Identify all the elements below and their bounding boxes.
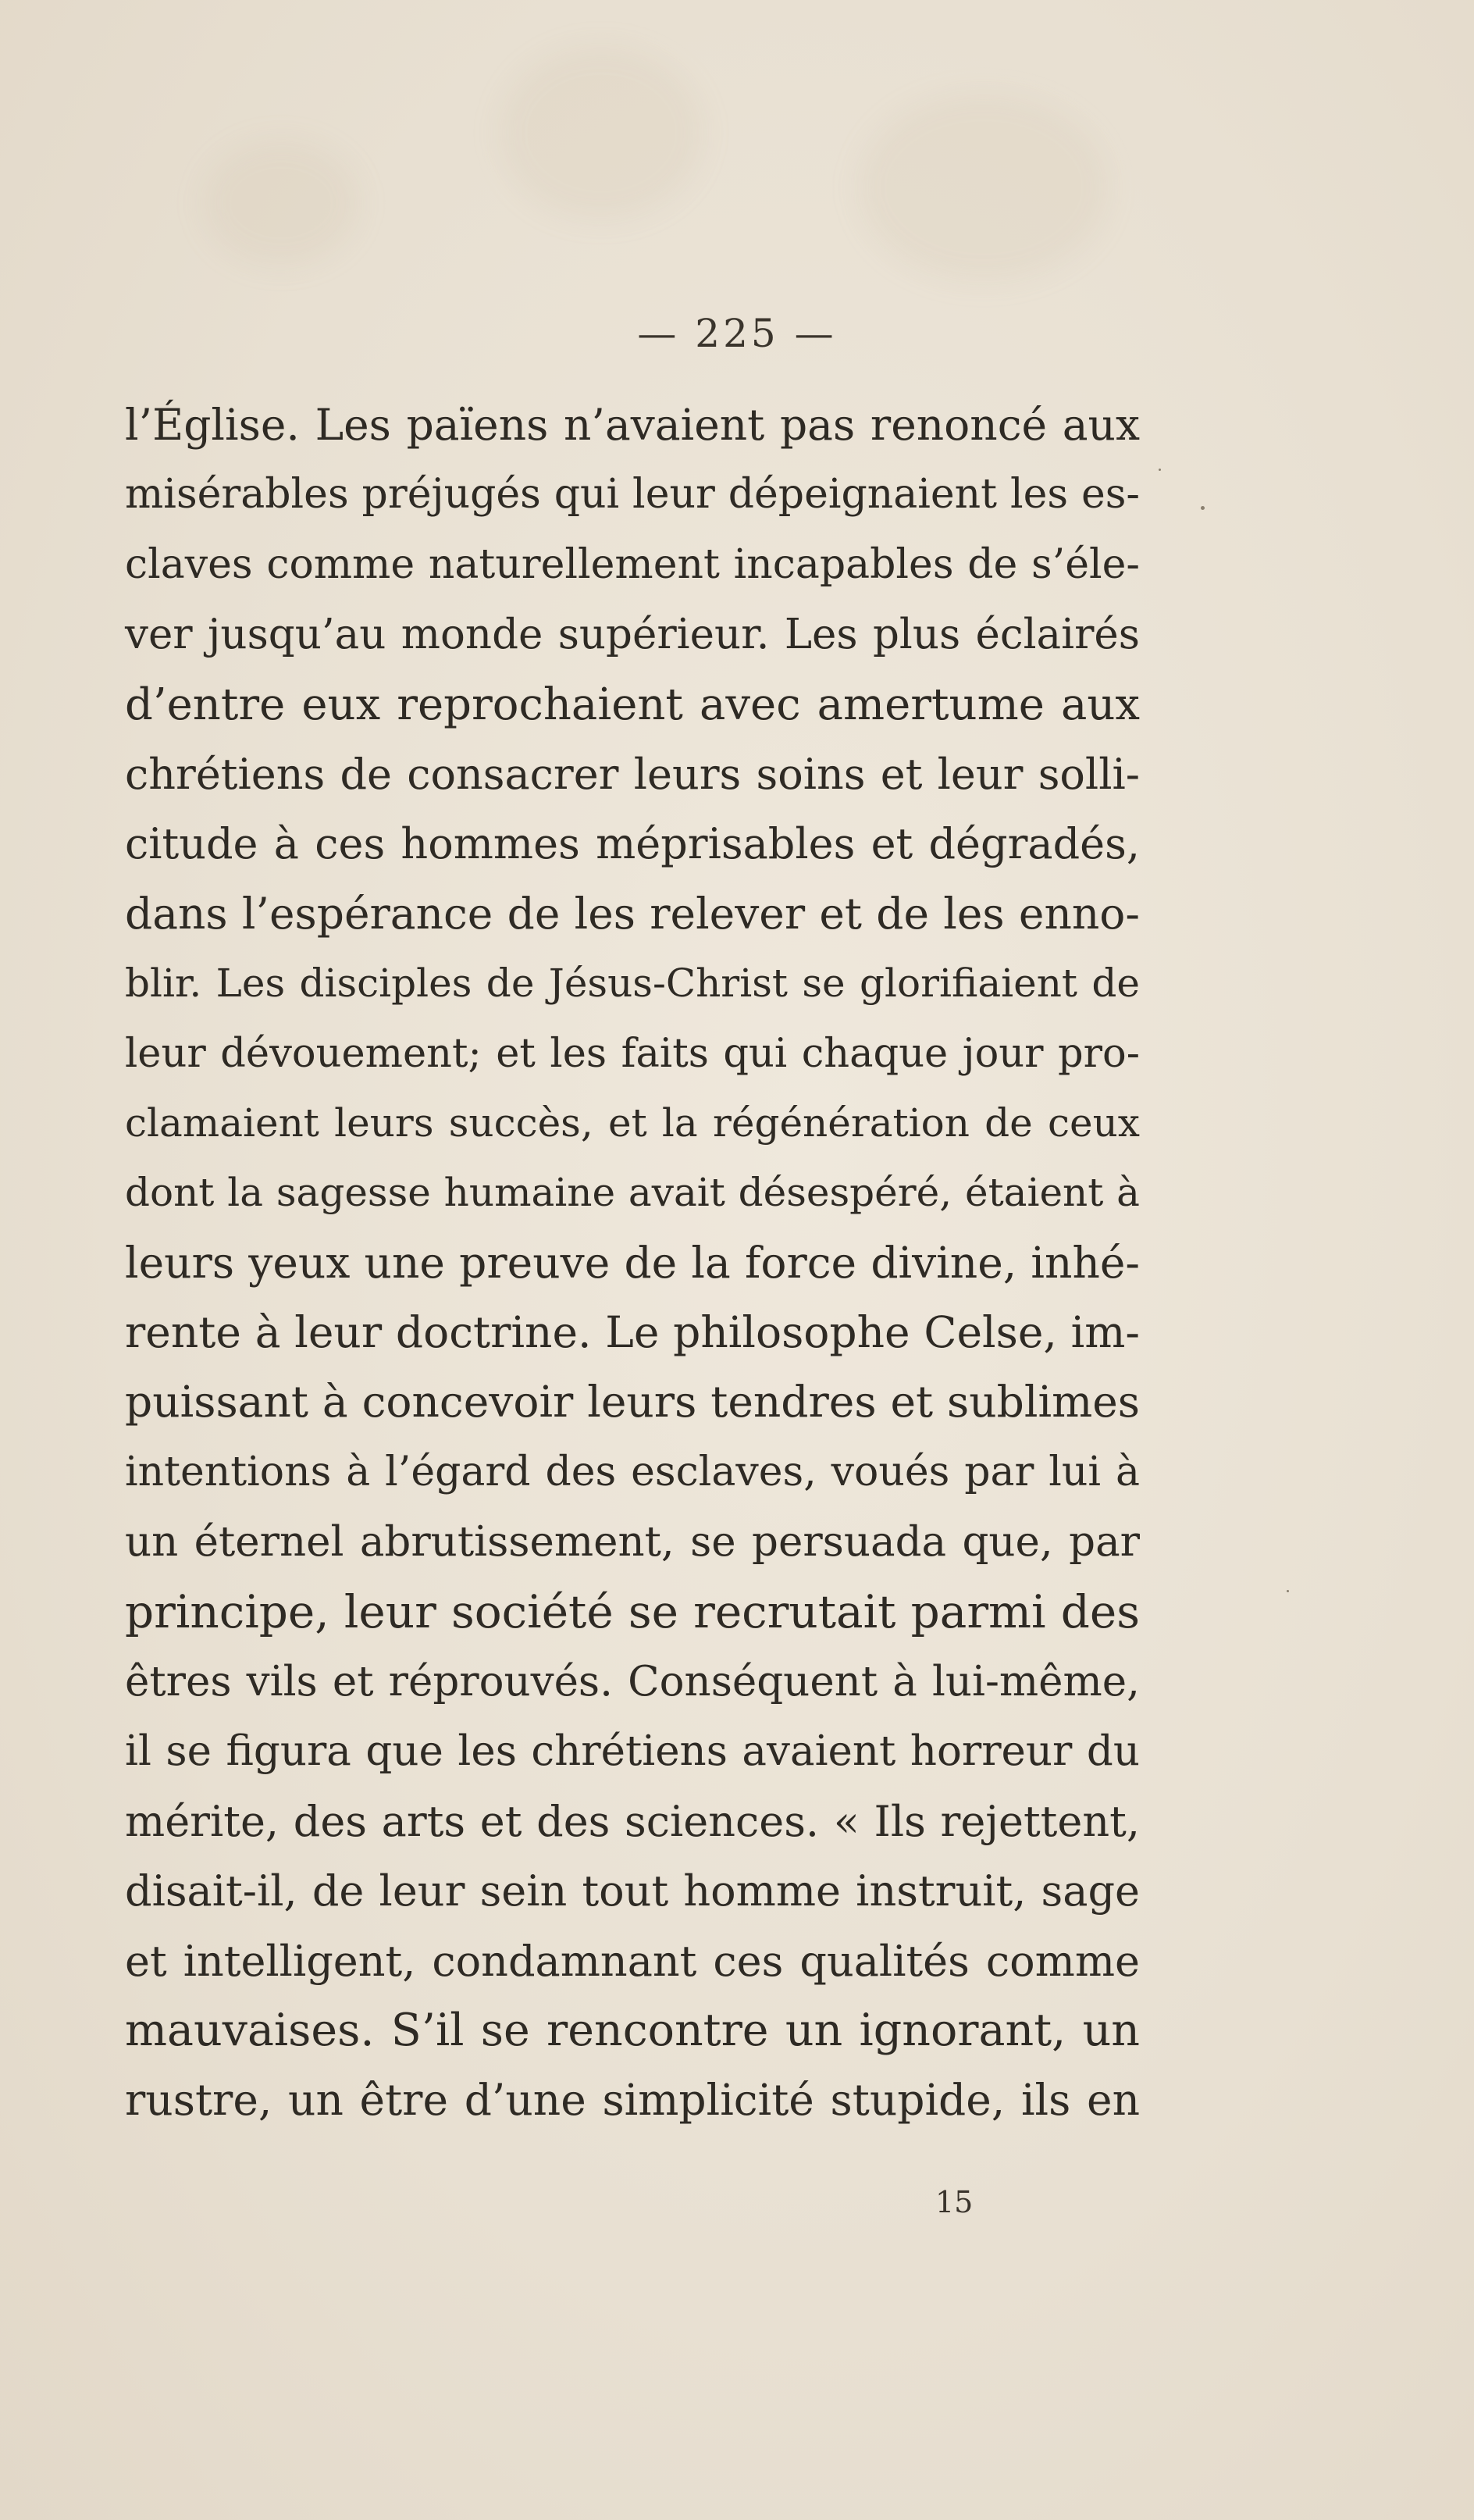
signature-mark: 15 <box>935 2185 974 2219</box>
text-line: citude à ces hommes méprisables et dégradés, <box>125 819 1140 869</box>
text-line: il se figura que les chrétiens avaient horreur du <box>125 1727 1140 1776</box>
text-line: leurs yeux une preuve de la force divine, inhé- <box>125 1237 1140 1288</box>
body-text <box>125 390 1140 2136</box>
text-line: intentions à l’égard des esclaves, voués par lui à <box>125 1448 1140 1495</box>
text-line: misérables préjugés qui leur dépeignaient les es- <box>125 471 1140 519</box>
text-line: dans l’espérance de les relever et de les enno- <box>125 888 1140 939</box>
text-line: principe, leur société se recrutait parmi des <box>125 1584 1140 1638</box>
paper-stain <box>500 47 703 219</box>
text-line: dont la sagesse humaine avait désespéré, étaient à <box>125 1170 1140 1216</box>
text-line: rente à leur doctrine. Le philosophe Celse, im- <box>125 1307 1140 1358</box>
ink-speck <box>1159 469 1161 471</box>
ink-speck <box>1287 1590 1289 1592</box>
text-line: mauvaises. S’il se rencontre un ignorant, un <box>125 2004 1140 2056</box>
ink-speck <box>1201 506 1205 510</box>
text-line: clamaient leurs succès, et la régénération de ceux <box>125 1100 1140 1146</box>
text-line: chrétiens de consacrer leurs soins et leur solli- <box>125 749 1140 799</box>
paper-stain <box>203 141 359 266</box>
text-line: ver jusqu’au monde supérieur. Les plus éclairés <box>125 611 1140 659</box>
text-line: l’Église. Les païens n’avaient pas renoncé aux <box>125 400 1140 450</box>
text-line: d’entre eux reprochaient avec amertume aux <box>125 679 1140 730</box>
text-line: mérite, des arts et des sciences. « Ils rejettent, <box>125 1796 1140 1846</box>
text-line: rustre, un être d’une simplicité stupide, ils en <box>125 2075 1140 2126</box>
text-line: disait-il, de leur sein tout homme instruit, sage <box>125 1866 1140 1916</box>
text-line: blir. Les disciples de Jésus-Christ se glorifiaient de <box>125 961 1140 1007</box>
text-line: puissant à concevoir leurs tendres et sublimes <box>125 1377 1140 1428</box>
page-number: — 225 — <box>637 311 837 356</box>
text-line: êtres vils et réprouvés. Conséquent à lui-même, <box>125 1658 1140 1706</box>
paper-stain <box>859 94 1109 281</box>
text-line: claves comme naturellement incapables de s’éle- <box>125 540 1140 588</box>
text-line: un éternel abrutissement, se persuada que, par <box>125 1518 1140 1567</box>
text-line: et intelligent, condamnant ces qualités comme <box>125 1936 1140 1986</box>
text-line: leur dévouement; et les faits qui chaque jour pro- <box>125 1030 1140 1077</box>
